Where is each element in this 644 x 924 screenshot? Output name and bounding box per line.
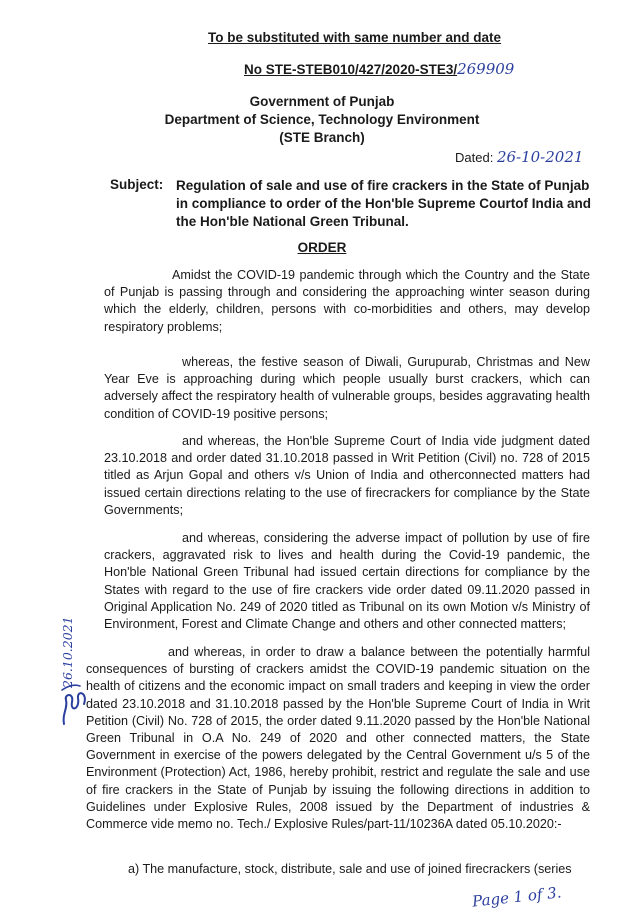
government-title: Government of Punjab (249, 94, 395, 109)
paragraph-2: whereas, the festive season of Diwali, Gurupurab, Christmas and New Year Eve is approaching during which people usually burst crackers, which can adversely affect the respiratory health of vulnerable groups, besides aggravating health condition of COVID-19 positive persons; (104, 355, 590, 421)
letter-number-handwritten: 269909 (457, 60, 515, 78)
paragraph-3: and whereas, the Hon'ble Supreme Court of India vide judgment dated 23.10.2018 and order dated 31.10.2018 passed in Writ Petition (Civil) no. 728 of 2015 titled as Arjun Gopal and others v/s Union of India and otherconnected matters had issued certain directions relating to the use of firecrackers for compliance by the State Governments; (104, 434, 590, 517)
branch-title: (STE Branch) (279, 130, 365, 145)
dated-value: 26-10-2021 (496, 148, 584, 166)
paragraph-4: and whereas, considering the adverse impact of pollution by use of fire crackers, aggravated risk to lives and health during the Covid-19 pandemic, the Hon'ble National Green Tribunal had issued certain directions for compliance by the States with regard to the use of fire crackers vide order dated 09.11.2020 passed in Original Application No. 249 of 2020 titled as Tribunal on its own Motion v/s Ministry of Environment, Forest and Climate Change and others and other connected matters; (104, 531, 590, 632)
order-heading: ORDER (297, 240, 347, 255)
dated-label: Dated: (455, 150, 494, 165)
substitute-note: To be substituted with same number and date (208, 30, 502, 45)
department-title: Department of Science, Technology Environment (164, 112, 480, 127)
paragraph-5: and whereas, in order to draw a balance between the potentially harmful consequences of bursting of crackers amidst the COVID-19 pandemic situation on the health of citizens and the economic impact on small traders and keeping in view the order dated 23.10.2018 and 31.10.2018 passed by the Hon'ble Supreme Court of India in Writ Petition (Civil) No. 728 of 2015, the order dated 9.11.2020 passed by the Hon'ble National Green Tribunal in O.A No. 249 of 2020 and other connected matters, the State Government in exercise of the powers delegated by the Central Government u/s 5 of the Environment (Protection) Act, 1986, hereby prohibit, restrict and regulate the sale and use of fire crackers in the State of Punjab by issuing the following directions in addition to Guidelines under Explosive Rules, 2008 issued by the Department of industries & Commerce vide memo no. Tech./ Explosive Rules/part-11/10236A dated 05.10.2020:- (86, 645, 590, 832)
letter-number-text: No STE-STEB010/427/2020-STE3/ (244, 62, 458, 77)
page-marker: Page 1 of 3. (471, 883, 563, 911)
letter-number (244, 60, 514, 78)
directive-item-a: a) The manufacture, stock, distribute, sale and use of joined firecrackers (series (128, 862, 572, 876)
subject-label: Subject: (110, 177, 164, 192)
dated-line (455, 148, 583, 166)
paragraph-1: Amidst the COVID-19 pandemic through which the Country and the State of Punjab is passing through and considering the approaching winter season during which the elderly, children, persons with co-morbidities and others, may develop respiratory problems; (104, 268, 590, 334)
margin-date: 26.10.2021 (60, 616, 75, 688)
subject-text: Regulation of sale and use of fire crackers in the State of Punjab in compliance to order of the Hon'ble Supreme Courtof India and the Hon'ble National Green Tribunal. (176, 178, 591, 229)
